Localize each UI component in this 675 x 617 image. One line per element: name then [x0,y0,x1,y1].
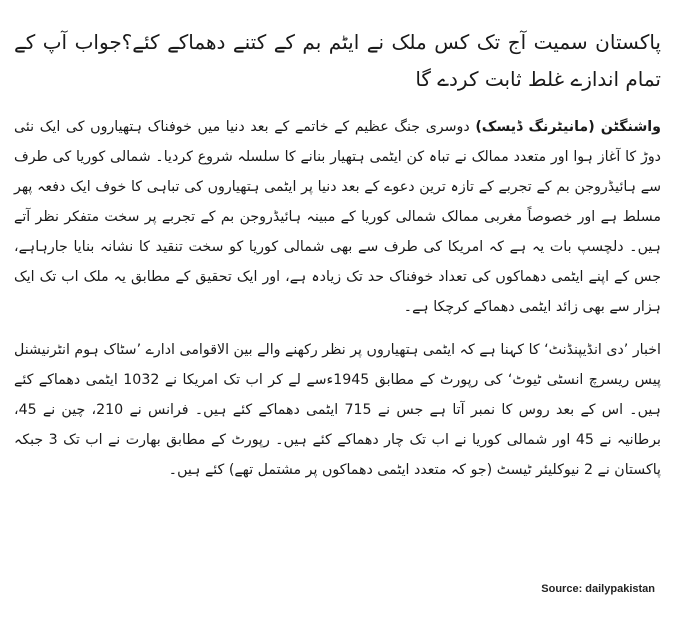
article-headline: پاکستان سمیت آج تک کس ملک نے ایٹم بم کے کتنے دھماکے کئے؟جواب آپ کے تمام اندازے غلط ثابت کردے گا [14,30,661,91]
article-paragraph-2 [14,335,661,485]
article [14,24,661,498]
paragraph-1-text: دوسری جنگ عظیم کے خاتمے کے بعد دنیا میں خوفناک ہتھیاروں کی ایک نئی دوڑ کا آغاز ہوا اور متعدد ممالک نے تباہ کن ایٹمی ہتھیار بنانے کا سلسلہ شروع کردیا۔ شمالی کوریا کی طرف سے ہائیڈروجن بم کے تجربے کے تازہ ترین دعوے کے بعد دنیا پر ایٹمی ہتھیاروں کی تباہی کا خوف ایک دفعہ پھر مسلط ہے اور خصوصاً مغربی ممالک شمالی کوریا کے مبینہ ہائیڈروجن بم کے تجربے پر سخت متفکر نظر آتے ہیں۔ دلچسپ بات یہ ہے کہ امریکا کی طرف سے بھی شمالی کوریا کو سخت تنقید کا نشانہ بنایا جارہاہے، جس کے اپنے ایٹمی دھماکوں کی تعداد خوفناک حد تک زیادہ ہے، اور ایک تحقیق کے مطابق یہ ملک اب تک ایک ہزار سے بھی زائد ایٹمی دھماکے کرچکا ہے۔ [14,119,661,315]
article-paragraph-1 [14,112,661,322]
source-credit: Source: dailypakistan [541,583,655,595]
paragraph-2-text: اخبار ’دی انڈیپنڈنٹ‘ کا کہنا ہے کہ ایٹمی ہتھیاروں پر نظر رکھنے والے بین الاقوامی ادارے ’سٹاک ہوم انٹرنیشنل پیس ریسرچ انسٹی ٹیوٹ‘ کی رپورٹ کے مطابق 1945ءسے لے کر اب تک امریکا نے 1032 ایٹمی دھماکے کئے ہیں۔ اس کے بعد روس کا نمبر آتا ہے جس نے 715 ایٹمی دھماکے کئے ہیں۔ فرانس نے 210، چین نے 45، برطانیہ نے 45 اور شمالی کوریا نے اب تک چار دھماکے کئے ہیں۔ رپورٹ کے مطابق بھارت نے اب تک 3 جبکہ پاکستان نے 2 نیوکلیئر ٹیسٹ (جو کہ متعدد ایٹمی دھماکوں پر مشتمل تھے) کئے ہیں۔ [14,342,662,478]
dateline: واشنگٹن (مانیٹرنگ ڈیسک) [475,119,661,135]
